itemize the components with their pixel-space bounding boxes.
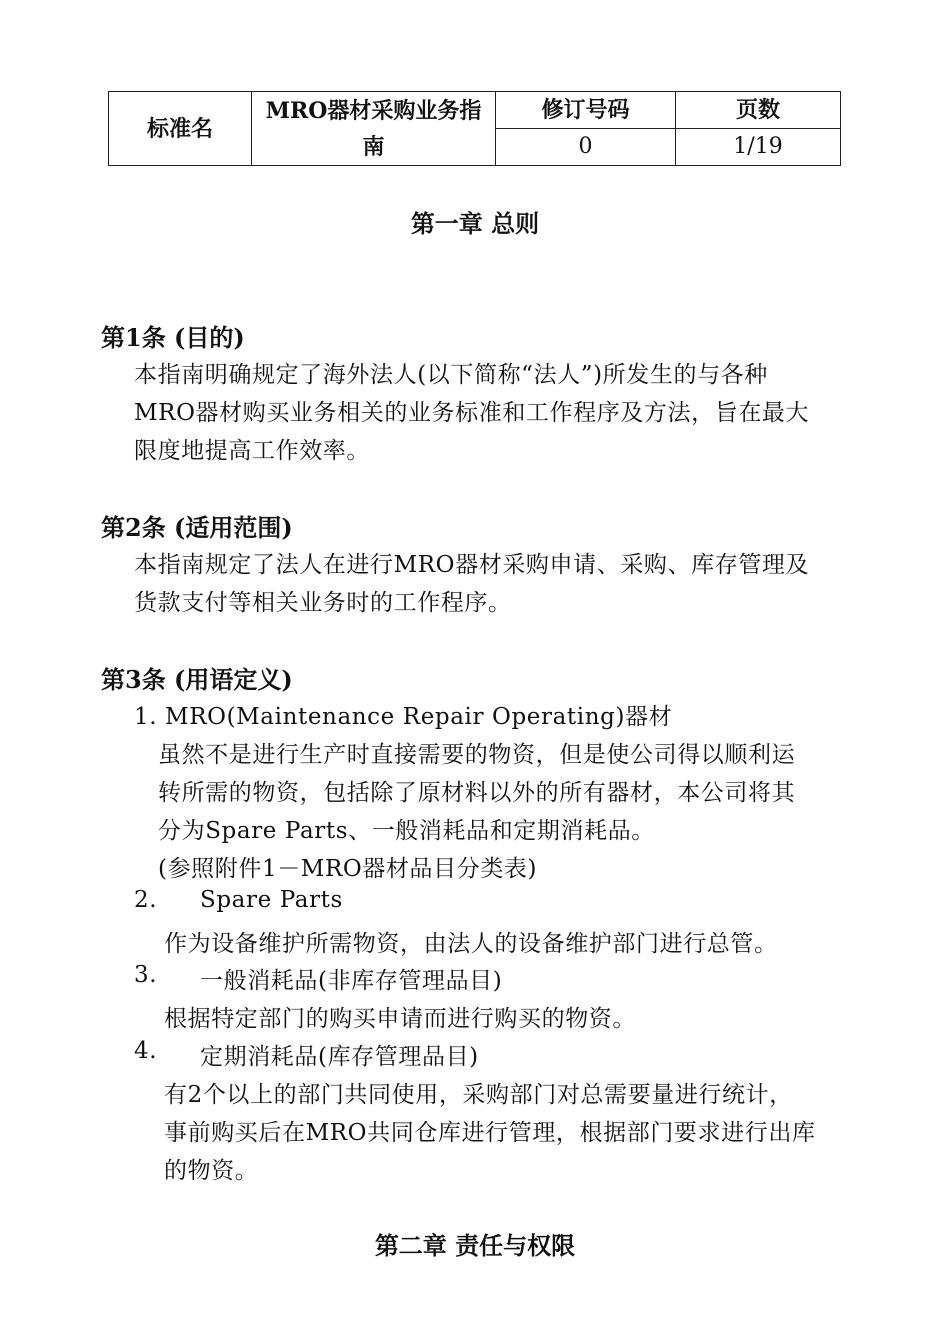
definition-item1-title: 1. MRO(Maintenance Repair Operating)器材	[134, 704, 673, 730]
article1-line: MRO器材购买业务相关的业务标准和工作程序及方法，旨在最大	[134, 400, 810, 426]
pages-label: 页数	[676, 92, 841, 129]
definition-item1-line: 转所需的物资，包括除了原材料以外的所有器材，本公司将其	[158, 780, 796, 806]
article2-heading: 第2条 (适用范围)	[101, 513, 293, 542]
definition-item2-line: 作为设备维护所需物资，由法人的设备维护部门进行总管。	[164, 931, 778, 957]
definition-item3-number: 3.	[134, 962, 158, 988]
standard-name-line2: 南	[362, 133, 385, 160]
definition-item2-title: Spare Parts	[200, 887, 343, 913]
definition-item2-number: 2.	[134, 887, 158, 913]
chapter1-title: 第一章 总则	[410, 209, 540, 238]
chapter2-title: 第二章 责任与权限	[374, 1231, 576, 1260]
article1-line: 限度地提高工作效率。	[134, 438, 370, 464]
article2-line: 货款支付等相关业务时的工作程序。	[134, 590, 512, 616]
article2-line: 本指南规定了法人在进行MRO器材采购申请、采购、库存管理及	[134, 552, 810, 578]
definition-item4-number: 4.	[134, 1038, 158, 1064]
definition-item4-line: 的物资。	[164, 1158, 259, 1184]
pages-value: 1/19	[676, 129, 841, 166]
definition-item1-line: 分为Spare Parts、一般消耗品和定期消耗品。	[158, 818, 655, 844]
definition-item1-line: (参照附件1－MRO器材品目分类表)	[158, 856, 538, 882]
definition-item3-line: 根据特定部门的购买申请而进行购买的物资。	[164, 1006, 636, 1032]
standard-name-value	[252, 92, 496, 166]
article1-heading: 第1条 (目的)	[101, 323, 245, 352]
revision-label: 修订号码	[496, 92, 676, 129]
document-header-table	[108, 91, 841, 166]
definition-item3-title: 一般消耗品(非库存管理品目)	[200, 968, 503, 994]
definition-item4-line: 有2个以上的部门共同使用，采购部门对总需要量进行统计，	[164, 1082, 793, 1108]
revision-value: 0	[496, 129, 676, 166]
article3-heading: 第3条 (用语定义)	[101, 665, 293, 694]
definition-item4-title: 定期消耗品(库存管理品目)	[200, 1044, 479, 1070]
definition-item1-line: 虽然不是进行生产时直接需要的物资，但是使公司得以顺利运	[158, 742, 796, 768]
definition-item4-line: 事前购买后在MRO共同仓库进行管理，根据部门要求进行出库	[164, 1120, 816, 1146]
standard-name-label: 标准名	[109, 92, 252, 166]
standard-name-line1: MRO器材采购业务指	[265, 97, 482, 124]
article1-line: 本指南明确规定了海外法人(以下简称“法人”)所发生的与各种	[134, 362, 768, 388]
